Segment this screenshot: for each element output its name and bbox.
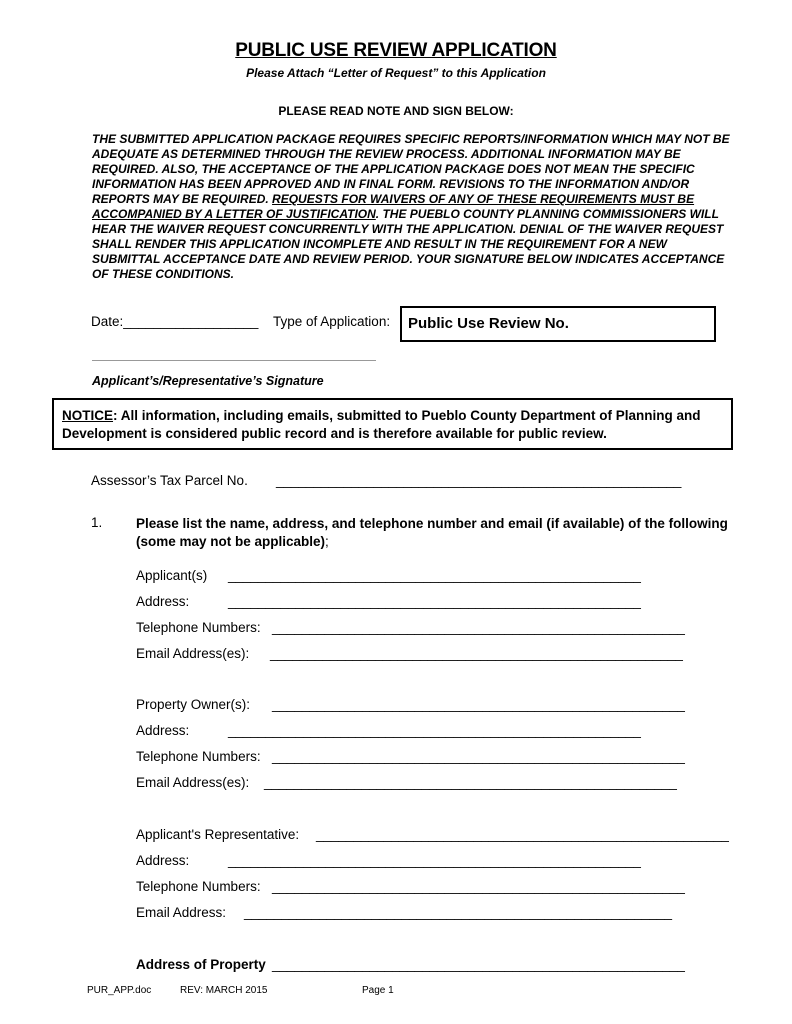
representative-name-label: Applicant's Representative: [136, 827, 300, 842]
applicant-name-label: Applicant(s) [136, 568, 208, 583]
footer-revision: REV: MARCH 2015 [180, 985, 268, 996]
representative-name-field[interactable]: _______________________________________________________ [316, 827, 729, 842]
applicant-address-field[interactable]: _______________________________________________________ [228, 594, 641, 609]
owner-email-label: Email Address(es): [136, 775, 250, 790]
item-1-instructions: Please list the name, address, and telephone number and email (if available) of the following (some may not be applicable); [136, 516, 728, 549]
notice-lead: NOTICE [62, 408, 114, 423]
owner-name-field[interactable]: _______________________________________________________ [272, 697, 685, 712]
conditions-waiver-text: REQUESTS FOR WAIVERS OF ANY OF THESE REQUIREMENTS MUST BE ACCOMPANIED BY A LETTER OF JUSTIFICATION [92, 192, 695, 221]
page-subtitle: Please Attach “Letter of Request” to this Application [246, 66, 546, 80]
notice-text: : All information, including emails, submitted to Pueblo County Department of Planning and Development is considered public record and is therefore available for public review. [62, 408, 701, 441]
owner-address-label: Address: [136, 723, 190, 738]
owner-email-field[interactable]: _______________________________________________________ [264, 775, 677, 790]
representative-email-field[interactable]: _________________________________________________________ [244, 905, 672, 920]
type-of-application-label: Type of Application: [273, 314, 391, 329]
property-address-field[interactable]: _______________________________________________________ [272, 957, 685, 972]
conditions-paragraph [92, 132, 732, 282]
footer-page-number: Page 1 [362, 985, 394, 996]
property-address-label: Address of Property [136, 957, 266, 972]
page-title: PUBLIC USE REVIEW APPLICATION [235, 40, 557, 61]
date-field[interactable]: Date:__________________ [91, 314, 259, 329]
notice-box [52, 398, 733, 450]
applicant-name-field[interactable]: _______________________________________________________ [228, 568, 641, 583]
applicant-email-field[interactable]: _______________________________________________________ [270, 646, 683, 661]
parcel-label: Assessor’s Tax Parcel No. [91, 473, 248, 488]
read-note-heading: PLEASE READ NOTE AND SIGN BELOW: [278, 104, 514, 118]
representative-phone-label: Telephone Numbers: [136, 879, 261, 894]
representative-phone-field[interactable]: _______________________________________________________ [272, 879, 685, 894]
type-of-application-box [400, 306, 716, 342]
applicant-phone-field[interactable]: _______________________________________________________ [272, 620, 685, 635]
item-number-1: 1. [91, 515, 103, 530]
type-of-application-value: Public Use Review No. [408, 315, 569, 332]
owner-name-label: Property Owner(s): [136, 697, 251, 712]
signature-label: Applicant’s/Representative’s Signature [92, 374, 324, 388]
applicant-email-label: Email Address(es): [136, 646, 250, 661]
representative-address-label: Address: [136, 853, 190, 868]
footer-filename: PUR_APP.doc [87, 985, 152, 996]
parcel-field[interactable]: ______________________________________________________ [276, 473, 682, 488]
representative-email-label: Email Address: [136, 905, 227, 920]
signature-line[interactable] [92, 360, 376, 361]
owner-address-field[interactable]: _______________________________________________________ [228, 723, 641, 738]
owner-phone-label: Telephone Numbers: [136, 749, 261, 764]
owner-phone-field[interactable]: _______________________________________________________ [272, 749, 685, 764]
conditions-text-3: . THE PUEBLO COUNTY PLANNING COMMISSIONERS WILL HEAR THE WAIVER REQUEST CONCURRENTLY WITH THE APPLICATION. DENIAL OF THE WAIVER REQUEST SHALL RENDER THIS APPLICATION INCOMPLETE AND RESULT IN THE REQUIREMENT FOR A NEW SUBMITTAL ACCEPTANCE DATE AND REVIEW PERIOD. YOUR SIGNATURE BELOW INDICATES ACCEPTANCE OF THESE CONDITIONS. [92, 207, 725, 281]
representative-address-field[interactable]: _______________________________________________________ [228, 853, 641, 868]
conditions-text-1: THE SUBMITTED APPLICATION PACKAGE REQUIRES SPECIFIC REPORTS/INFORMATION WHICH MAY NOT BE ADEQUATE AS DETERMINED THROUGH THE REVIEW PROCESS. ADDITIONAL INFORMATION MAY BE REQUIRED. ALSO, THE ACCEPTANCE OF THE APPLICATION PACKAGE DOES NOT MEAN THE SPECIFIC INFORMATION HAS BEEN APPROVED AND IN FINAL FORM. REVISIONS TO THE INFORMATION AND/OR REPORTS MAY BE REQUIRED. [92, 132, 730, 206]
applicant-phone-label: Telephone Numbers: [136, 620, 261, 635]
applicant-address-label: Address: [136, 594, 190, 609]
